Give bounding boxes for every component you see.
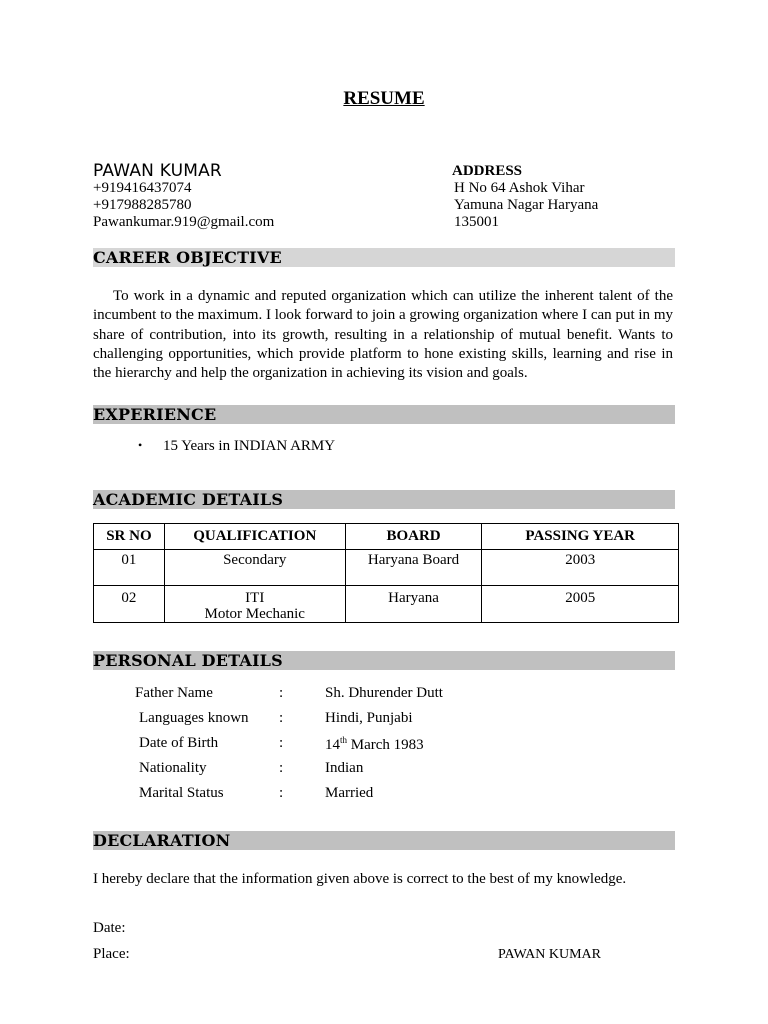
experience-item: 15 Years in INDIAN ARMY: [163, 438, 336, 454]
academic-details-table: [93, 523, 679, 623]
dob-ordinal-suffix: th: [340, 735, 348, 745]
cell-sr-no: 02: [94, 586, 165, 623]
declaration-text: I hereby declare that the information given above is correct to the best of my knowledge.: [93, 871, 627, 887]
table-header-row: [94, 524, 679, 550]
cell-passing-year: 2005: [482, 586, 679, 623]
bullet-icon: •: [138, 438, 143, 452]
colon-separator: :: [279, 710, 284, 726]
column-header-board: BOARD: [345, 524, 482, 550]
date-of-birth-value: [325, 735, 424, 754]
phone-number-primary: +919416437074: [93, 180, 192, 196]
applicant-name: PAWAN KUMAR: [93, 161, 222, 181]
cell-board: Haryana: [345, 586, 482, 623]
father-name-value: Sh. Dhurender Dutt: [325, 685, 443, 701]
cell-qualification: Secondary: [164, 550, 345, 586]
place-label: Place:: [93, 946, 130, 962]
career-objective-paragraph: To work in a dynamic and reputed organization which can utilize the inherent talent of the incumbent to the maximum. I look forward to join a growing organization where I can put in my share of contribution, into its growth, resulting in a relationship of mutual benefit. Wants to challenging opportunities, which provide platform to hone existing skills, learning and rise in the hierarchy and help the organization in achieving its vision and goals.: [93, 288, 673, 382]
email-address: Pawankumar.919@gmail.com: [93, 214, 275, 230]
colon-separator: :: [279, 760, 284, 776]
date-of-birth-label: Date of Birth: [139, 735, 219, 751]
dob-day: 14: [325, 737, 340, 753]
column-header-sr-no: SR NO: [94, 524, 165, 550]
address-line-3: 135001: [454, 214, 499, 230]
marital-status-label: Marital Status: [139, 785, 224, 801]
marital-status-value: Married: [325, 785, 374, 801]
colon-separator: :: [279, 685, 284, 701]
cell-board: Haryana Board: [345, 550, 482, 586]
page-title: RESUME: [343, 88, 425, 109]
cell-qualification: [164, 586, 345, 623]
column-header-passing-year: PASSING YEAR: [482, 524, 679, 550]
dob-month-year: March 1983: [347, 737, 424, 753]
address-line-1: H No 64 Ashok Vihar: [454, 180, 585, 196]
column-header-qualification: QUALIFICATION: [164, 524, 345, 550]
qualification-line-2: Motor Mechanic: [204, 606, 305, 622]
career-objective-heading: CAREER OBJECTIVE: [93, 248, 675, 267]
qualification-line-1: ITI: [245, 590, 265, 606]
nationality-value: Indian: [325, 760, 364, 776]
father-name-label: Father Name: [135, 685, 213, 701]
cell-sr-no: 01: [94, 550, 165, 586]
career-objective-text: [93, 287, 673, 383]
date-label: Date:: [93, 920, 126, 936]
table-row: [94, 586, 679, 623]
address-heading: ADDRESS: [452, 163, 523, 179]
academic-details-heading: ACADEMIC DETAILS: [93, 490, 675, 509]
phone-number-secondary: +917988285780: [93, 197, 192, 213]
languages-value: Hindi, Punjabi: [325, 710, 413, 726]
declaration-heading: DECLARATION: [93, 831, 675, 850]
experience-heading: EXPERIENCE: [93, 405, 675, 424]
signature-name: PAWAN KUMAR: [498, 947, 601, 962]
personal-details-heading: PERSONAL DETAILS: [93, 651, 675, 670]
address-line-2: Yamuna Nagar Haryana: [454, 197, 599, 213]
colon-separator: :: [279, 735, 284, 751]
table-row: [94, 550, 679, 586]
colon-separator: :: [279, 785, 284, 801]
nationality-label: Nationality: [139, 760, 207, 776]
languages-label: Languages known: [139, 710, 249, 726]
cell-passing-year: 2003: [482, 550, 679, 586]
